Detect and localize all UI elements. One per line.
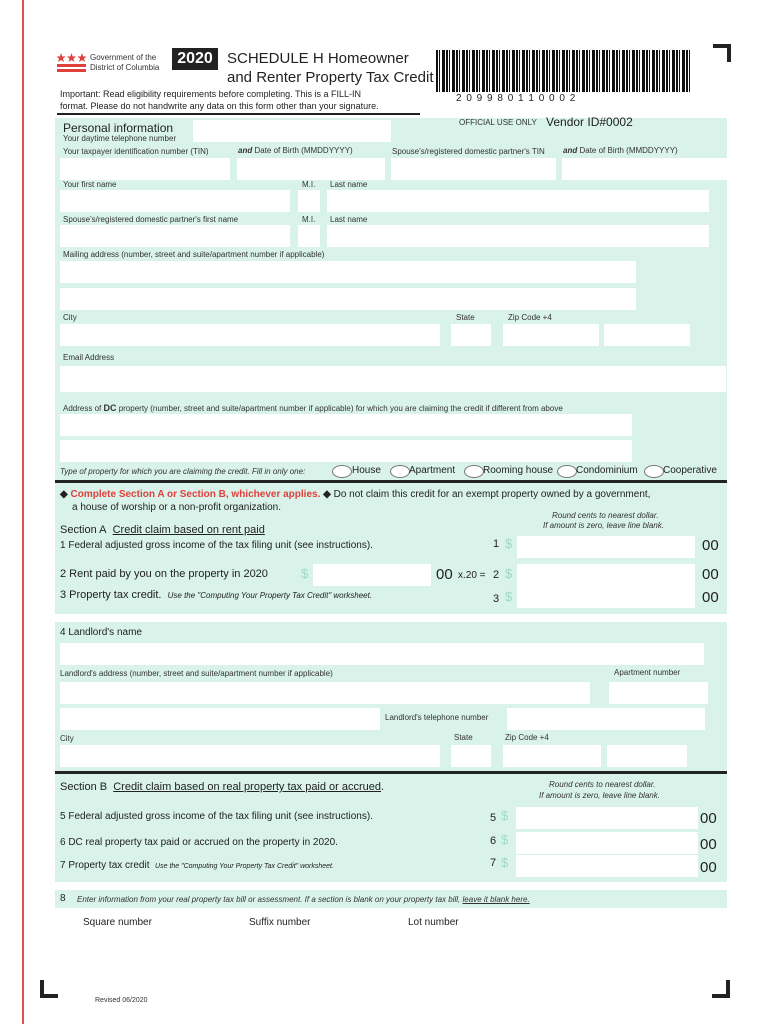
barcode-digits: 2 0 9 9 8 0 1 1 0 0 0 2 [456,93,577,104]
round-note-b-2: If amount is zero, leave line blank. [539,791,660,800]
state-label: State [456,313,475,322]
zip-plus4-input[interactable] [604,324,690,346]
line-3-cents: 00 [702,589,719,606]
dc-address-input-1[interactable] [60,414,632,436]
line-8-label: Enter information from your real property tax bill or assessment. If a section is blank on your property tax bill, [77,895,461,904]
suffix-number-input[interactable] [320,910,400,932]
section-a-gap [55,614,727,622]
crop-mark-bottom-left-icon [40,980,58,998]
label-condominium: Condominium [576,465,638,476]
square-number-input[interactable] [163,910,241,932]
section-b-title: Section B [60,781,108,793]
section-divider-2 [55,771,727,774]
landlord-phone-input[interactable] [507,708,705,730]
line-6-dollar: $ [501,832,509,847]
landlord-address-input-2[interactable] [60,708,380,730]
section-b-subtitle: Credit claim based on real property tax paid or accrued [113,781,382,793]
and-label-2: and [563,146,578,155]
apartment-number-label: Apartment number [614,668,681,677]
email-input[interactable] [60,366,726,392]
landlord-city-label: City [60,734,74,743]
section-a-title: Section A [60,524,107,536]
line-2-dollar: $ [301,566,309,581]
diamond-icon-2: ◆ [323,489,331,500]
line-1-label: 1 Federal adjusted gross income of the tax filing unit (see instructions). [60,540,373,551]
line-2-label: 2 Rent paid by you on the property in 2020 [60,568,268,580]
line-8-underlined: leave it blank here. [462,895,530,904]
line-7-cents: 00 [700,859,717,876]
label-house: House [352,465,381,476]
line-5-cents: 00 [700,810,717,827]
city-label: City [63,313,77,322]
phone-label: Your daytime telephone number [63,134,177,143]
important-line-1: Important: Read eligibility requirements before completing. This is a FILL-IN [60,89,361,99]
form-title-line-2: and Renter Property Tax Credit [227,69,434,86]
spouse-mi-label: M.I. [302,215,316,224]
state-input[interactable] [451,324,491,346]
and-label: and [238,146,253,155]
vendor-id: Vendor ID#0002 [546,115,633,129]
tin-input[interactable] [60,158,230,180]
complete-section-note: Complete Section A or Section B, whichever applies. [70,489,321,500]
dc-address-post: property (number, street and suite/apartment number if applicable) for which you are claiming the credit if different from above [116,404,563,413]
radio-house[interactable] [332,465,352,478]
zip-input[interactable] [503,324,599,346]
spouse-first-name-label: Spouse's/registered domestic partner's first name [63,215,239,224]
round-note-a-1: Round cents to nearest dollar. [552,511,659,520]
gov-line-2: District of Columbia [90,63,160,72]
diamond-icon: ◆ [60,489,68,500]
radio-cooperative[interactable] [644,465,664,478]
mi-input[interactable] [298,190,320,212]
label-apartment: Apartment [409,465,456,476]
line-2-result-cents: 00 [702,566,719,583]
do-not-claim-note: Do not claim this credit for an exempt property owned by a government, [333,489,651,500]
email-label: Email Address [63,353,115,362]
lot-number-label: Lot number [408,917,459,928]
label-cooperative: Cooperative [663,465,717,476]
line-1-number: 1 [493,538,500,550]
dob-input[interactable] [237,158,385,180]
dob-label: Date of Birth (MMDDYYYY) [254,146,353,155]
landlord-state-input[interactable] [451,745,491,767]
section-divider-1 [55,480,727,483]
line-1-cents: 00 [702,537,719,554]
year-badge: 2020 [172,48,218,70]
line-6-label: 6 DC real property tax paid or accrued on the property in 2020. [60,837,338,848]
round-note-a-2: If amount is zero, leave line blank. [543,521,664,530]
line-8-number: 8 [60,893,66,904]
landlord-address-input[interactable] [60,682,590,704]
line-6-input[interactable] [516,832,698,854]
revised-date: Revised 06/2020 [95,997,148,1004]
line-7-input[interactable] [516,855,698,877]
section-b-gap [55,882,727,890]
line-6-number: 6 [490,835,497,847]
crop-mark-top-right-icon [713,44,731,62]
landlord-city-input[interactable] [60,745,440,767]
line-5-input[interactable] [516,807,698,829]
line-3-note: Use the "Computing Your Property Tax Credit" worksheet. [167,591,373,600]
important-line-2: format. Please do not handwrite any data on this form other than your signature. [60,101,379,111]
mailing-address-input-1[interactable] [60,261,636,283]
barcode [436,50,690,92]
first-name-label: Your first name [63,180,117,189]
line-5-dollar: $ [501,808,509,823]
spouse-dob-label: Date of Birth (MMDDYYYY) [579,146,678,155]
dc-flag-icon [57,52,86,74]
official-use-label: OFFICIAL USE ONLY [459,118,537,127]
worship-note: a house of worship or a non-profit organization. [72,502,282,513]
line-1-dollar: $ [505,536,513,551]
city-input[interactable] [60,324,440,346]
lot-number-input[interactable] [471,910,549,932]
spouse-tin-label: Spouse's/registered domestic partner's TIN [392,147,545,156]
tin-label: Your taxpayer identification number (TIN) [63,147,209,156]
spouse-last-name-input[interactable] [327,225,709,247]
last-name-input[interactable] [327,190,709,212]
spouse-dob-input[interactable] [562,158,727,180]
suffix-number-label: Suffix number [249,917,311,928]
section-a-subtitle: Credit claim based on rent paid [112,524,265,536]
left-margin-line [22,0,24,1024]
landlord-phone-label: Landlord's telephone number [385,713,489,722]
dc-address-pre: Address of [63,404,104,413]
radio-condominium[interactable] [557,465,577,478]
line-7-number: 7 [490,857,497,869]
line-2-cents: 00 [436,566,453,583]
line-5-number: 5 [490,812,497,824]
line-3-label: 3 Property tax credit. [60,589,162,601]
line-3-number: 3 [493,593,500,605]
line-3-dollar: $ [505,589,513,604]
crop-mark-bottom-right-icon [712,980,730,998]
spouse-last-name-label: Last name [330,215,368,224]
label-rooming-house: Rooming house [483,465,554,476]
landlord-state-label: State [454,733,473,742]
mailing-address-label: Mailing address (number, street and suite/apartment number if applicable) [63,250,325,259]
form-title-line-1: SCHEDULE H Homeowner [227,50,409,67]
line-6-cents: 00 [700,836,717,853]
spouse-tin-input[interactable] [391,158,556,180]
landlord-address-label: Landlord's address (number, street and suite/apartment number if applicable) [60,669,333,678]
line-2-result-dollar: $ [505,566,513,581]
line-2-input[interactable] [313,564,431,586]
personal-info-heading: Personal information [63,121,174,135]
square-number-label: Square number [83,917,152,928]
line-4-label: 4 Landlord's name [60,627,142,638]
first-name-input[interactable] [60,190,290,212]
radio-apartment[interactable] [390,465,410,478]
daytime-phone-input[interactable] [193,120,391,142]
mailing-address-input-2[interactable] [60,288,636,310]
line-7-dollar: $ [501,855,509,870]
landlord-zip-label: Zip Code +4 [505,733,549,742]
line-3-input[interactable] [517,586,695,608]
line-2-result-input[interactable] [517,564,695,586]
mi-label: M.I. [302,180,316,189]
landlord-name-input[interactable] [60,643,704,665]
line-7-note: Use the "Computing Your Property Tax Credit" worksheet. [155,863,334,870]
gov-line-1: Government of the [90,53,157,62]
line-1-input[interactable] [517,536,695,558]
last-name-label: Last name [330,180,368,189]
landlord-zip-plus4-input[interactable] [607,745,687,767]
line-2-multiplier: x.20 = [458,570,486,581]
property-type-label: Type of property for which you are claiming the credit. Fill in only one: [60,467,306,476]
zip-label: Zip Code +4 [508,313,552,322]
apartment-number-input[interactable] [609,682,708,704]
round-note-b-1: Round cents to nearest dollar. [549,780,656,789]
spouse-mi-input[interactable] [298,225,320,247]
line-5-label: 5 Federal adjusted gross income of the tax filing unit (see instructions). [60,811,373,822]
dc-address-input-2[interactable] [60,440,632,462]
line-7-label: 7 Property tax credit [60,860,150,871]
landlord-zip-input[interactable] [503,745,601,767]
dc-address-dc: DC [103,403,117,413]
spouse-first-name-input[interactable] [60,225,290,247]
header-divider [57,113,420,115]
section-b-period: . [381,781,385,793]
line-2-number: 2 [493,569,500,581]
radio-rooming-house[interactable] [464,465,484,478]
